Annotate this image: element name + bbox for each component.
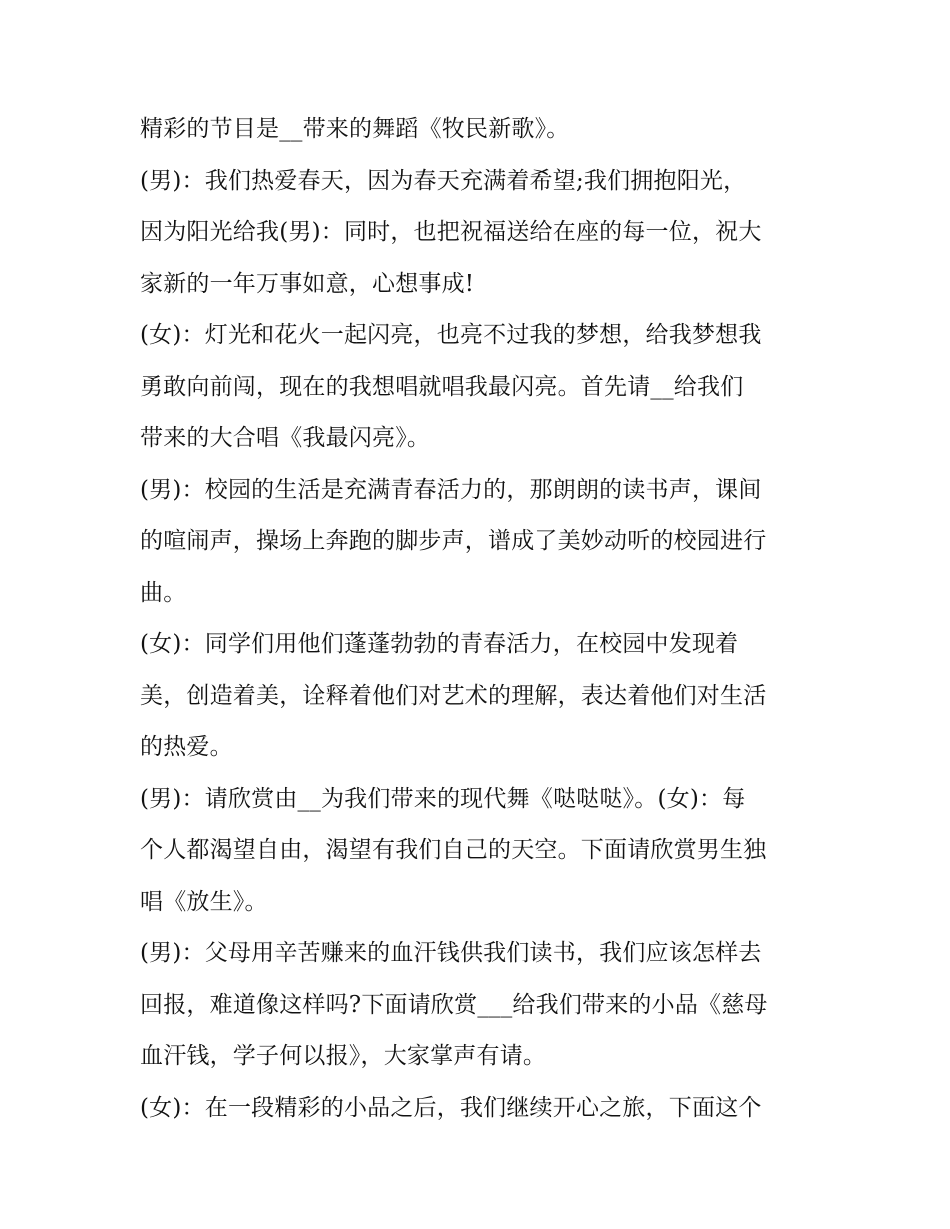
document-body bbox=[140, 104, 830, 1134]
text-line: (男)：我们热爱春天，因为春天充满着希望;我们拥抱阳光， bbox=[140, 167, 747, 194]
text-line: 的喧闹声，操场上奔跑的脚步声，谱成了美妙动听的校园进行 bbox=[140, 528, 767, 554]
text-line: 曲。 bbox=[140, 579, 187, 606]
text-line: (女)：同学们用他们蓬蓬勃勃的青春活力，在校园中发现着 bbox=[140, 631, 739, 657]
text-line: 勇敢向前闯，现在的我想唱就唱我最闪亮。首先请__给我们 bbox=[140, 373, 744, 400]
text-line: (女)：在一段精彩的小品之后，我们继续开心之旅，下面这个 bbox=[140, 1094, 762, 1121]
text-line: 美，创造着美，诠释着他们对艺术的理解，表达着他们对生活 bbox=[140, 682, 767, 709]
text-line: (男)：校园的生活是充满青春活力的，那朗朗的读书声，课间 bbox=[140, 476, 762, 503]
text-line: 唱《放生》。 bbox=[140, 888, 268, 915]
text-line: 家新的一年万事如意，心想事成! bbox=[140, 270, 475, 297]
text-line: 因为阳光给我(男)：同时，也把祝福送给在座的每一位，祝大 bbox=[140, 219, 762, 245]
text-line: 血汗钱，学子何以报》，大家掌声有请。 bbox=[140, 1043, 547, 1069]
text-line: 的热爱。 bbox=[140, 734, 233, 760]
text-line: 回报，难道像这样吗?下面请欣赏___给我们带来的小品《慈母 bbox=[140, 991, 768, 1018]
text-line: 精彩的节目是__带来的舞蹈《牧民新歌》。 bbox=[140, 116, 570, 142]
text-line: (男)：请欣赏由__为我们带来的现代舞《哒哒哒》。(女)：每 bbox=[140, 785, 746, 812]
text-line: (女)：灯光和花火一起闪亮，也亮不过我的梦想，给我梦想我 bbox=[140, 322, 762, 348]
text-line: 个人都渴望自由，渴望有我们自己的天空。下面请欣赏男生独 bbox=[140, 837, 767, 863]
text-line: (男)：父母用辛苦赚来的血汗钱供我们读书，我们应该怎样去 bbox=[140, 940, 762, 966]
text-line: 带来的大合唱《我最闪亮》。 bbox=[140, 425, 431, 451]
